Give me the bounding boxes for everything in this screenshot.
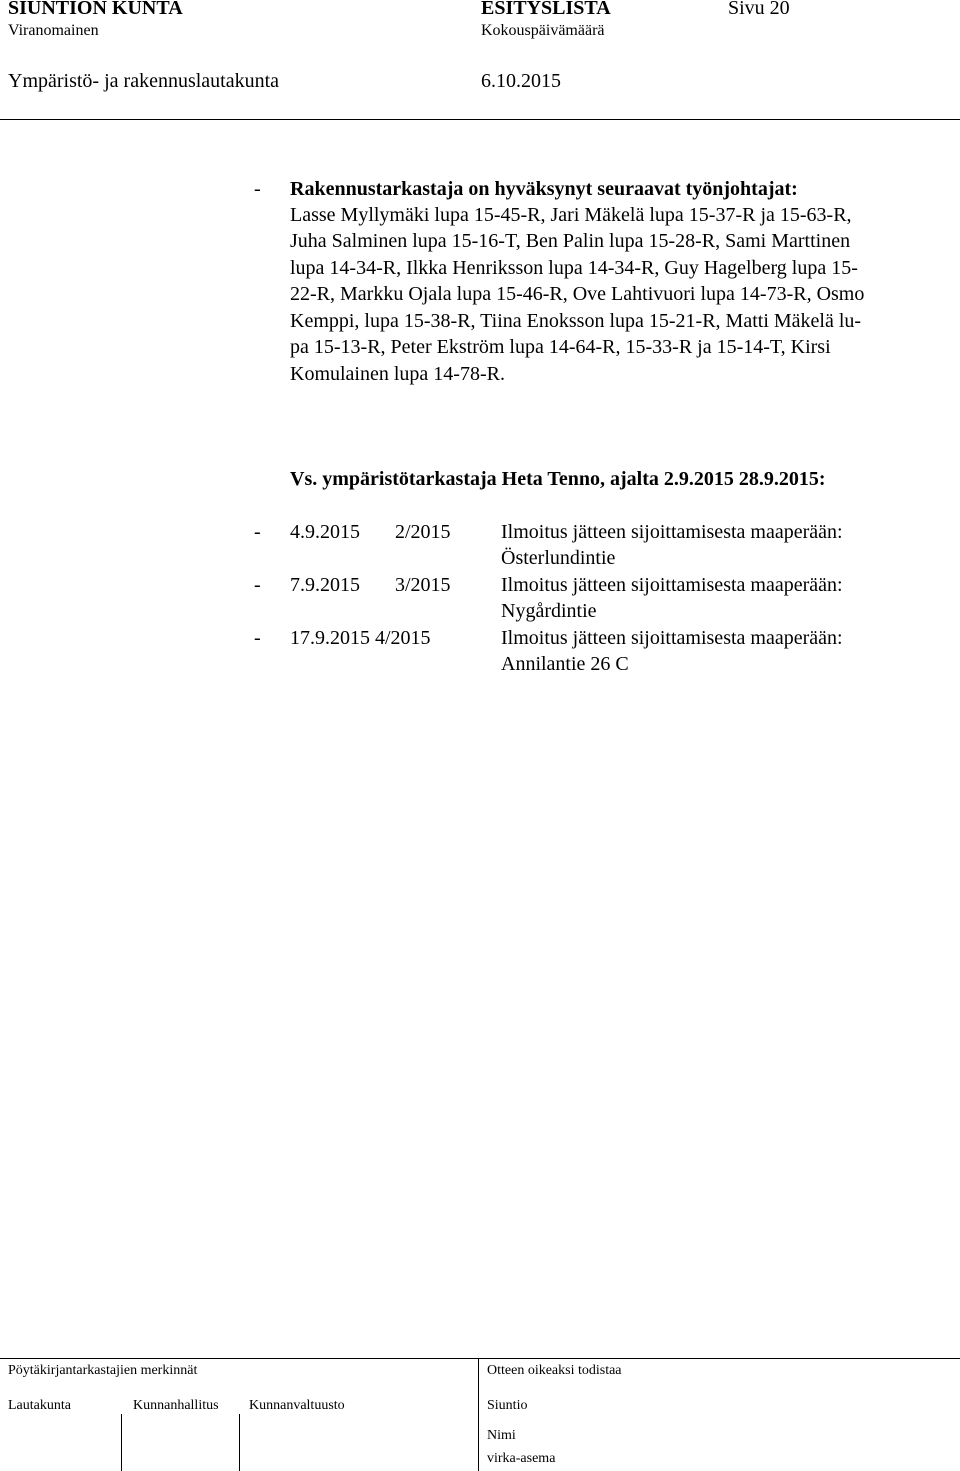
authority-label: Viranomainen	[8, 22, 99, 39]
notice-place: Nygårdintie	[501, 600, 597, 622]
section-heading: Vs. ympäristötarkastaja Heta Tenno, ajalta 2.9.2015 28.9.2015:	[290, 468, 826, 490]
virka-asema-label: virka-asema	[487, 1451, 556, 1466]
page-number: Sivu 20	[728, 0, 790, 19]
bullet-dash: -	[254, 574, 261, 596]
footer-divider	[0, 1358, 960, 1359]
bullet-dash: -	[254, 627, 261, 649]
paragraph-line: lupa 14-34-R, Ilkka Henriksson lupa 14-34-R, Guy Hagelberg lupa 15-	[290, 257, 858, 279]
municipality-name: SIUNTION KUNTA	[8, 0, 183, 19]
section-heading: Rakennustarkastaja on hyväksynyt seuraavat työnjohtajat:	[290, 178, 798, 200]
signature-lautakunta: Lautakunta	[8, 1398, 71, 1413]
notice-title: Ilmoitus jätteen sijoittamisesta maaperään:	[501, 521, 843, 543]
signature-separator	[121, 1414, 122, 1471]
paragraph-line: Komulainen lupa 14-78-R.	[290, 363, 505, 385]
footer-column-separator	[478, 1358, 479, 1471]
bullet-dash: -	[254, 521, 261, 543]
minutes-checkers-label: Pöytäkirjantarkastajien merkinnät	[8, 1363, 198, 1378]
notice-number: 2/2015	[395, 521, 451, 543]
certified-copy-label: Otteen oikeaksi todistaa	[487, 1363, 622, 1378]
paragraph-line: pa 15-13-R, Peter Ekström lupa 14-64-R, 15-33-R ja 15-14-T, Kirsi	[290, 336, 831, 358]
signature-separator	[239, 1414, 240, 1471]
meeting-date-label: Kokouspäivämäärä	[481, 22, 605, 39]
signature-kunnanvaltuusto: Kunnanvaltuusto	[249, 1398, 345, 1413]
document-type: ESITYSLISTA	[481, 0, 611, 19]
header-divider	[0, 119, 960, 120]
authority-name: Ympäristö- ja rakennuslautakunta	[8, 70, 280, 92]
signature-kunnanhallitus: Kunnanhallitus	[133, 1398, 219, 1413]
notice-title: Ilmoitus jätteen sijoittamisesta maaperään:	[501, 627, 843, 649]
notice-place: Österlundintie	[501, 547, 616, 569]
paragraph-line: 22-R, Markku Ojala lupa 15-46-R, Ove Lahtivuori lupa 14-73-R, Osmo	[290, 283, 865, 305]
nimi-label: Nimi	[487, 1428, 516, 1443]
paragraph-line: Lasse Myllymäki lupa 15-45-R, Jari Mäkelä lupa 15-37-R ja 15-63-R,	[290, 204, 852, 226]
siuntio-label: Siuntio	[487, 1398, 528, 1413]
notice-number: 3/2015	[395, 574, 451, 596]
notice-date: 7.9.2015	[290, 574, 360, 596]
bullet-dash: -	[254, 178, 261, 200]
notice-date: 4.9.2015	[290, 521, 360, 543]
paragraph-line: Kemppi, lupa 15-38-R, Tiina Enoksson lupa 15-21-R, Matti Mäkelä lu-	[290, 310, 862, 332]
paragraph-line: Juha Salminen lupa 15-16-T, Ben Palin lupa 15-28-R, Sami Marttinen	[290, 230, 851, 252]
notice-date: 17.9.2015 4/2015	[290, 627, 431, 649]
notice-title: Ilmoitus jätteen sijoittamisesta maaperään:	[501, 574, 843, 596]
notice-place: Annilantie 26 C	[501, 653, 629, 675]
meeting-date: 6.10.2015	[481, 70, 561, 92]
